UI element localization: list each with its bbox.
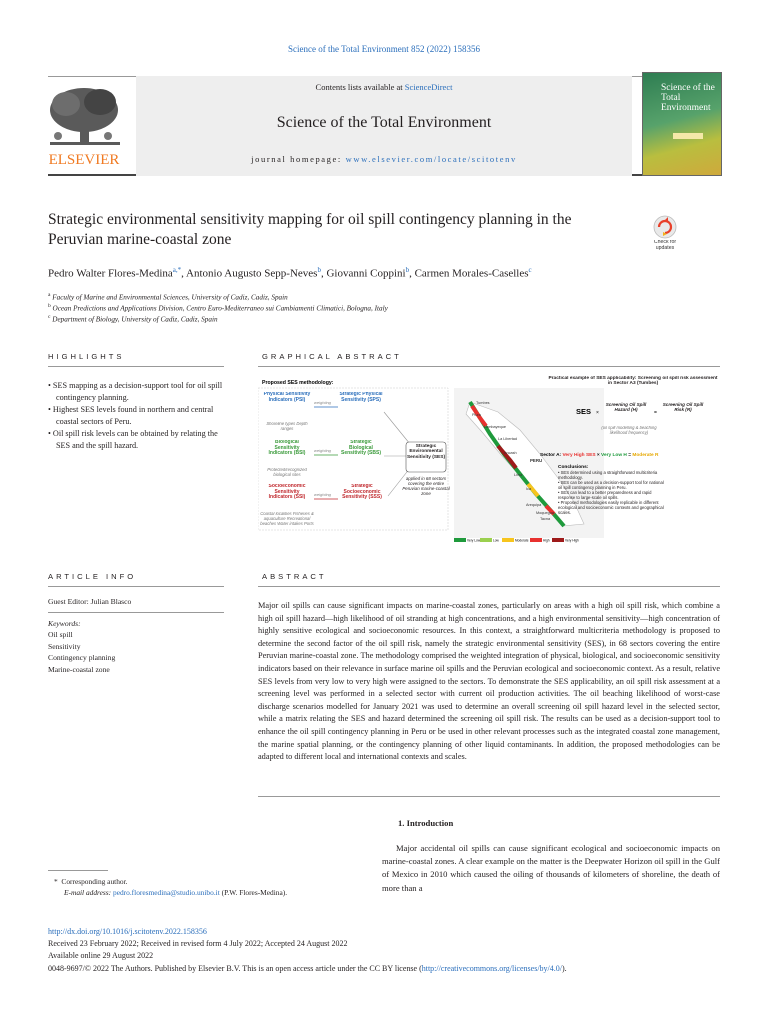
ga-map-label: Lambayeque: [484, 425, 506, 429]
sciencedirect-link[interactable]: ScienceDirect: [404, 82, 453, 92]
ga-formula-risk: Screening Oil Spill Risk (R): [662, 402, 704, 413]
available-online: Available online 29 August 2022: [48, 951, 154, 961]
ga-legend-label: Moderate: [515, 538, 529, 543]
affiliation-c: [48, 314, 218, 323]
check-updates-icon: [650, 214, 680, 254]
ga-indicator-biological: Biological Sensitivity Indicators (BSI): [268, 440, 306, 457]
article-info-inner-rule: [48, 612, 224, 613]
highlight-item: • Oil spill risk levels can be obtained by relating the SES and the spill hazard.: [48, 429, 218, 450]
ga-map-label: Tacna: [540, 517, 551, 521]
highlight-item: • Highest SES levels found in northern and central coastal sectors of Peru.: [48, 405, 214, 426]
ga-legend-label: High: [543, 538, 550, 543]
corresponding-author-note: [48, 876, 368, 887]
ga-map-label: La Libertad: [498, 437, 517, 441]
graphical-abstract-heading: GRAPHICAL ABSTRACT: [262, 352, 402, 361]
keyword-item[interactable]: Marine-coastal zone: [48, 664, 110, 674]
ga-formula-times: ×: [596, 410, 599, 416]
affiliation-marker: c: [48, 314, 51, 320]
introduction-text: Major accidental oil spills can cause significant ecological and socioeconomic impacts on marine-coastal zones. A clear example on the matter is the Deepwater Horizon oil spill in the Gulf of Mexico in 2010 which caused the oiling of thousands of kilometers of shoreline, the death of more than a: [382, 843, 720, 893]
ga-sector-line: [540, 452, 659, 458]
highlight-item: • SES mapping as a decision-support tool for oil spill contingency planning.: [48, 381, 223, 402]
ga-map-label: Lima: [514, 473, 523, 477]
author-affiliation-sup[interactable]: b: [405, 266, 410, 274]
graphical-abstract-rule: [258, 366, 720, 367]
email-suffix: (P.W. Flores-Medina).: [219, 888, 288, 897]
check-updates-label: Check for updates: [653, 240, 677, 251]
ga-formula-equals: =: [654, 410, 657, 416]
ga-sector-very-low: Very Low H: [601, 453, 627, 458]
check-for-updates-button[interactable]: [650, 214, 680, 254]
ga-map-label: Tumbes: [476, 401, 490, 405]
ga-ses-label: Strategic Environmental Sensitivity (SES): [406, 444, 446, 460]
corresponding-author-label: Corresponding author.: [61, 877, 128, 886]
ga-legend-swatch: [454, 538, 466, 542]
article-info-block: [48, 596, 228, 675]
ga-formula-hazard: Screening Oil Spill Hazard (H): [605, 402, 647, 413]
cover-badge: [673, 133, 703, 139]
author-name[interactable]: Carmen Morales-Caselles: [414, 267, 529, 280]
journal-title: Science of the Total Environment: [276, 114, 492, 131]
highlights-rule: [48, 366, 224, 367]
ga-conclusions-list: [558, 470, 668, 515]
ga-map-label: Moquegua: [536, 511, 554, 515]
author-list: Pedro Walter Flores-Medina$^{a,*}$, Antonio Augusto Sepp-Neves$^b$, Giovanni Coppini$^b$, Carmen Morales-Caselles$^c$: [48, 266, 532, 280]
elsevier-logo[interactable]: [36, 80, 132, 170]
homepage-prefix: journal homepage:: [251, 154, 346, 164]
ga-legend-label: Very Low: [467, 538, 481, 543]
journal-reference-link[interactable]: Science of the Total Environment 852 (2022) 158356: [288, 44, 480, 54]
ga-formula-ses: SES: [576, 407, 592, 416]
cover-title: Science of the Total Environment: [661, 83, 715, 113]
ga-result-socioeconomic: Strategic Socioeconomic Sensitivity (SSS): [342, 484, 382, 501]
introduction-heading: 1. Introduction: [398, 818, 454, 828]
ga-legend-swatch: [502, 538, 514, 542]
journal-cover-image[interactable]: [642, 72, 722, 176]
homepage-line: [136, 154, 632, 164]
abstract-rule: [258, 586, 720, 587]
doi-link[interactable]: http://dx.doi.org/10.1016/j.scitotenv.2022.158356: [48, 927, 207, 936]
abstract-heading: ABSTRACT: [262, 572, 327, 581]
footnote: [48, 876, 368, 898]
keyword-item[interactable]: Sensitivity: [48, 641, 81, 651]
affiliation-text: Department of Biology, University of Cadiz, Cadiz, Spain: [52, 315, 218, 324]
abstract-text: Major oil spills can cause significant impacts on marine-coastal zones, particularly on areas with a high oil spill risk, which combine a high oil spill hazard—high likelihood of oil stranding at high concentrations, and a high environmental sensitivity—high concentration of highly sensitive ecological and socioeconomic resources. In this context, a straightforward multicriteria methodology is proposed to determine the second factor of the oil spill risk, namely the strategic environmental sensitivity (SES), in 68 sectors covering the entire Peruvian marine-coastal zone. The methodology comprised the weighted integration of physical, biological, and socioeconomic sensitivity indicators based on their relevance in surface marine oil spills and the Peruvian ecological and socioeconomic context. As a result, relative SES levels from very low to very high were assigned to the sectors. To demonstrate the SES applicability, an oil spill risk assessment at a screening level was performed in a selected sector with current oil production activities. The oil beaching likelihood of worst-case discharge scenarios modelled for January 2021 was used to determine an overall screening oil spill hazard level in the selected sector, while a matrix relating the SES and hazard determined the screening oil spill risk. The results can be used as a decision-support tool to enhance the oil spill contingency planning in Peru or be used in other relevant processes such as the integrated coastal zone management, the marine spatial planning, or the contingency planning of other liquid contaminants. In addition, the proposed methodologies can be adapted to different local and international contexts and scales.: [258, 601, 720, 762]
license-link[interactable]: http://creativecommons.org/licenses/by/4.0/: [421, 963, 563, 973]
ga-map-label: Ancash: [504, 451, 517, 455]
ga-conclusion-item: • SES determined using a straightforward multicriteria methodology.: [558, 470, 658, 480]
ga-result-physical: Strategic Physical Sensitivity (SPS): [339, 392, 383, 403]
ga-practical-title: Practical example of SES applicability: Screening oil spill risk assessment in Sector A3 (Tumbes): [548, 376, 718, 387]
ga-map-label: Arequipa: [526, 503, 542, 507]
ga-sector-prefix: Sector A:: [540, 453, 563, 458]
author-name[interactable]: Pedro Walter Flores-Medina: [48, 267, 173, 280]
article-footer: [48, 926, 728, 975]
author-affiliation-sup[interactable]: c: [528, 266, 532, 274]
keywords-label: Keywords:: [48, 618, 81, 628]
affiliation-text: Faculty of Marine and Environmental Sciences, University of Cadiz, Cadiz, Spain: [52, 293, 288, 302]
ga-weighting-label: weighting: [314, 448, 331, 453]
ga-weighting-label: weighting: [314, 492, 331, 497]
license-suffix: ).: [562, 963, 567, 973]
email-link[interactable]: pedro.floresmedina@studio.unibo.it: [113, 888, 220, 897]
affiliation-marker: a: [48, 292, 51, 298]
keyword-item[interactable]: Contingency planning: [48, 653, 116, 662]
highlights-heading: HIGHLIGHTS: [48, 352, 125, 361]
author-affiliation-sup[interactable]: b: [317, 266, 321, 274]
guest-editor: Guest Editor: Julian Blasco: [48, 597, 132, 606]
elsevier-tree-icon: [36, 80, 132, 170]
ga-indicator-biological-examples: Protected/recognized biological sites: [267, 468, 307, 477]
ga-map-label: Piura: [472, 413, 481, 417]
ga-conclusion-item: • Proposed methodologies easily replicable in different ecological and socioeconomic contexts and geographical scales.: [558, 500, 664, 515]
ga-applied-note: applied in 68 sectors covering the entire Peruvian marine-coastal zone: [402, 476, 450, 496]
ga-conclusion-item: • SES can be used as a decision-support tool for national oil spill contingency planning in Peru.: [558, 480, 664, 490]
ga-method-title: Proposed SES methodology:: [262, 380, 334, 386]
ga-sector-moderate: Moderate R: [632, 453, 659, 458]
article-title: Strategic environmental sensitivity mapping for oil spill contingency planning in the Peruvian marine-coastal zone: [48, 211, 572, 248]
affiliation-b: [48, 303, 388, 312]
ga-result-biological: Strategic Biological Sensitivity (SBS): [340, 440, 381, 457]
ga-indicator-socioeconomic: Socioeconomic Sensitivity Indicators (SSI): [268, 484, 306, 501]
ga-indicator-physical-examples: Shoreline types Depth ranges: [266, 422, 308, 431]
ga-indicator-physical: Physical Sensitivity Indicators (PSI): [263, 392, 311, 403]
ga-connector-physical: [384, 412, 410, 444]
ga-legend-swatch: [530, 538, 542, 542]
article-info-heading: ARTICLE INFO: [48, 572, 137, 581]
contents-line: [136, 82, 632, 92]
footnote-rule: [48, 870, 108, 871]
article-info-rule: [48, 586, 224, 587]
author-name[interactable]: Antonio Augusto Sepp-Neves: [186, 267, 318, 280]
ga-map-label: Ica: [526, 487, 532, 491]
ga-sector-equals: =: [626, 453, 633, 458]
affiliation-text: Ocean Predictions and Applications Division, Centro Euro-Mediterraneo sui Cambiamenti Climatici, Bologna, Italy: [52, 304, 388, 313]
abstract-bottom-rule: [258, 796, 720, 797]
ga-weighting-label: weighting: [314, 400, 331, 405]
highlights-list: [48, 380, 228, 452]
author-affiliation-sup[interactable]: a,*: [172, 266, 182, 274]
received-dates: Received 23 February 2022; Received in revised form 4 July 2022; Accepted 24 August 2022: [48, 939, 348, 949]
ga-legend-swatch: [480, 538, 492, 542]
author-name[interactable]: Giovanni Coppini: [326, 267, 406, 280]
ga-sector-times: ×: [595, 453, 602, 458]
footnote-marker: *: [54, 877, 58, 886]
keyword-item[interactable]: Oil spill: [48, 630, 73, 639]
email-label: E-mail address:: [64, 888, 113, 897]
ga-indicator-socioeconomic-examples: Coastal localities Fisheries & aquaculture Recreational beaches Water intakes Ports: [260, 512, 314, 526]
affiliation-marker: b: [48, 303, 51, 309]
ga-legend-label: Low: [493, 538, 499, 543]
affiliation-a: [48, 292, 288, 301]
contents-prefix: Contents lists available at: [315, 82, 405, 92]
ga-sector-very-high: Very High SES: [562, 453, 596, 458]
ga-conclusion-item: • SES can lead to a better preparedness and rapid response to large-scale oil spills.: [558, 490, 652, 500]
ga-formula-note: (oil spill modelling & beaching likelihood frequency): [601, 426, 657, 435]
ga-conclusions-title: Conclusions:: [558, 465, 589, 470]
graphical-abstract-figure[interactable]: [258, 372, 720, 548]
ga-legend-label: Very High: [565, 538, 579, 543]
homepage-link[interactable]: www.elsevier.com/locate/scitotenv: [345, 154, 517, 164]
license-prefix: 0048-9697/© 2022 The Authors. Published by Elsevier B.V. This is an open access article under the CC BY license (: [48, 963, 422, 973]
email-line: [48, 887, 368, 898]
license-line: [48, 963, 728, 975]
ga-map-label: PERU: [530, 458, 543, 463]
elsevier-wordmark: ELSEVIER: [48, 152, 120, 168]
